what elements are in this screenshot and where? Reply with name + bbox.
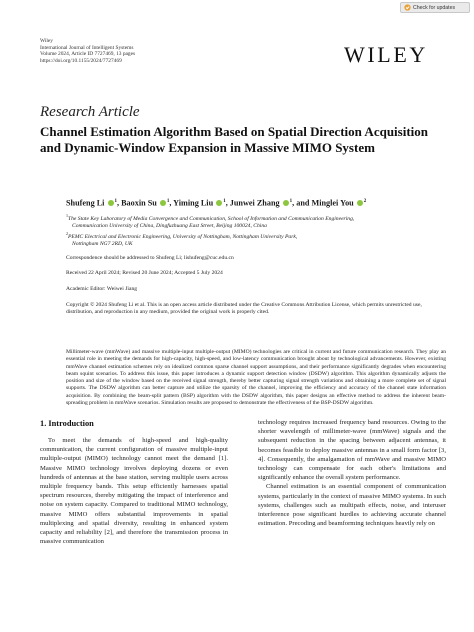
affiliations [66,212,446,249]
check-for-updates-label: Check for updates [413,4,456,11]
paper-title: Channel Estimation Algorithm Based on Spatial Direction Acquisition and Dynamic-Window Expansion in Massive MIMO System [40,124,429,155]
body-paragraph: To meet the demands of high-speed and high-quality communication, the current configuration of massive multiple-input multiple-output (MIMO) technology cannot meet the demand [1]. Massive MIMO technology involves deploying dozens or even hundreds of antennas at the base station, serving multiple users across multiple frequency bands. This setup efficiently harnesses spatial spectrum resources, thereby mitigating the impact of interference and noise on system capacity. Compared to traditional MIMO technology, massive MIMO offers substantial improvements in spatial multiplexing and spatial diversity, resulting in enhanced system capacity and reliability [2], and therefore the transmission process in massive communication [40,437,228,546]
abstract: Millimeter-wave (mmWave) and massive multiple-input multiple-output (MIMO) technologies are critical in current and future communication research. They play an essential role in meeting the demands for high-capacity, high-speed, and low-latency communication brought about by technological advancements. However, existing mmWave channel estimation schemes rely on idealized common sparse channel support assumptions, and their performance significantly degrades when encountering beam squint scenarios. To address this issue, this paper introduces a dynamic support detection window (DSDW) algorithm. This algorithm dynamically adjusts the position and size of the window based on the received signal strength, thereby better capturing signal strength variations and obtaining a more complete set of signal supports. The DSDW algorithm can better capture and utilize the sparsity of the channel, improving the efficiency and accuracy of the channel state information acquisition. By combining the beam-split pattern (BSP) algorithm with the DSDW algorithm, this paper designs an effective method to address the inherent beam-spreading problem in mmWave scenarios. Simulation results are proposed to demonstrate the effectiveness of the BSP-DSDW algorithm. [66,349,446,407]
correspondence: Correspondence should be addressed to Shufeng Li; lishufeng@cuc.edu.cn [66,255,234,261]
refresh-badge-icon [404,4,411,11]
wiley-logo: WILEY [344,42,428,67]
author-list: Shufeng Li $^1$, Baoxin Su $^1$, Yiming Liu $^1$, Junwei Zhang $^1$, and Minglei You $^2$ [66,198,367,208]
journal-name: International Journal of Intelligent Systems [40,44,134,51]
doi-link[interactable]: https://doi.org/10.1155/2024/7727469 [40,57,122,64]
body-paragraph: Channel estimation is an essential component of communication systems, particularly in the context of massive MIMO systems. In such systems, challenges such as multipath effects, noise, and interuser interference pose significant hurdles to achieving accurate channel estimation. Precoding and beamforming techniques heavily rely on [258,483,446,528]
article-dates: Received 22 April 2024; Revised 20 June 2024; Accepted 5 July 2024 [66,270,223,276]
section-heading: 1. Introduction [40,419,94,428]
affil-sup: 2 [66,231,68,237]
affil-sup: 1 [66,213,68,218]
author-affil-sup: 1 [166,199,170,204]
author-affil-sup: 1 [223,199,226,204]
author-affil-sup: 2 [363,199,367,204]
orcid-icon[interactable] [108,200,114,206]
publisher-short: Wiley [40,38,53,44]
affiliation-2-line-2: Nottingham NG7 2RD, UK [72,241,133,248]
orcid-icon[interactable] [283,200,289,206]
journal-meta [40,38,135,64]
author-name[interactable]: Shufeng Li [66,198,105,208]
volume-line: Volume 2024, Article ID 7727469, 13 pages [40,51,136,58]
body-paragraph: technology requires increased frequency band resources. Owing to the shorter wavelength of millimeter-wave (mmWave) signals and the subsequent reduction in the spacing between adjacent antennas, it becomes feasible to deploy massive antennas in a small form factor [3, 4]. Consequently, the amalgamation of mmWave and massive MIMO technology can compensate for each other's limitations and significantly enhance the overall system performance. [258,419,446,482]
author-affil-sup: 1 [114,199,117,204]
affiliation-1-line-2: Communication University of China, Dingfuzhuang East Street, Beijing 100024, China [72,223,267,230]
affiliation-2-line-1: PEMC Electrical and Electronic Engineering, University of Nottingham, Nottingham University Park, [68,234,298,241]
author-affil-sup: 1 [289,199,293,204]
check-for-updates-button[interactable] [400,2,470,13]
copyright-notice: Copyright © 2024 Shufeng Li et al. This is an open access article distributed under the Creative Commons Attribution License, which permits unrestricted use, distribution, and reproduction in any medium, provided the original work is properly cited. [66,302,422,316]
author-conjunction: and [296,198,310,208]
author-name[interactable]: Minglei You [311,198,354,208]
orcid-icon[interactable] [216,200,222,206]
article-type: Research Article [40,104,140,120]
affiliation-1-line-1: The State Key Laboratory of Media Convergence and Communication, School of Information and Communication Engineering, [68,215,355,222]
academic-editor: Academic Editor: Weiwei Jiang [66,286,138,292]
column-right [258,418,446,528]
author-name[interactable]: Baoxin Su [121,198,157,208]
orcid-icon[interactable] [160,200,166,206]
author-name[interactable]: Yiming Liu [173,198,214,208]
author-name[interactable]: Junwei Zhang [229,198,280,208]
orcid-icon[interactable] [357,200,363,206]
column-left [40,436,228,546]
